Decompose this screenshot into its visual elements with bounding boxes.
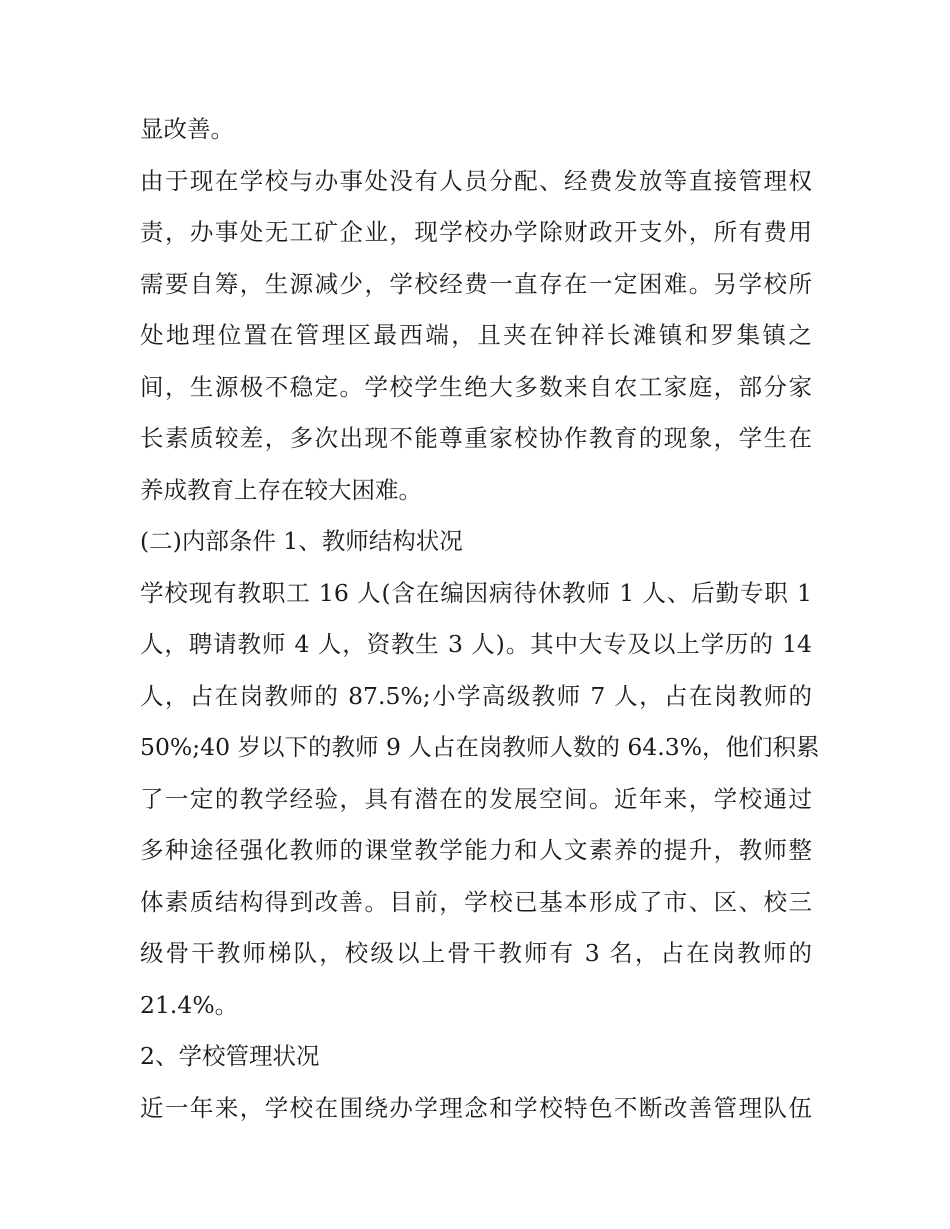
text-line: 责，办事处无工矿企业，现学校办学除财政开支外，所有费用 [140, 218, 812, 246]
text-line: 人，聘请教师 4 人，资教生 3 人)。其中大专及以上学历的 14 [140, 630, 812, 658]
text-line: 级骨干教师梯队，校级以上骨干教师有 3 名，占在岗教师的 [140, 939, 812, 967]
text-line: 处地理位置在管理区最西端，且夹在钟祥长滩镇和罗集镇之 [140, 321, 812, 349]
text-line: 多种途径强化教师的课堂教学能力和人文素养的提升，教师整 [140, 836, 812, 864]
text-line: 体素质结构得到改善。目前，学校已基本形成了市、区、校三 [140, 887, 812, 916]
text-line: 养成教育上存在较大困难。 [140, 475, 422, 504]
text-line: 需要自筹，生源减少，学校经费一直存在一定困难。另学校所 [140, 269, 812, 298]
text-line: 间，生源极不稳定。学校学生绝大多数来自农工家庭，部分家 [140, 372, 812, 401]
text-line: 学校现有教职工 16 人(含在编因病待休教师 1 人、后勤专职 1 [140, 578, 812, 607]
text-line: 近一年来，学校在围绕办学理念和学校特色不断改善管理队伍 [140, 1093, 812, 1122]
text-line: 长素质较差，多次出现不能尊重家校协作教育的现象，学生在 [140, 424, 812, 452]
text-line: (二)内部条件 1、教师结构状况 [140, 527, 463, 555]
text-line: 了一定的教学经验，具有潜在的发展空间。近年来，学校通过 [140, 784, 812, 813]
text-line: 21.4%。 [140, 990, 239, 1019]
text-line: 由于现在学校与办事处没有人员分配、经费发放等直接管理权 [140, 166, 812, 195]
body-text [140, 104, 820, 1134]
text-line: 人，占在岗教师的 87.5%;小学高级教师 7 人，占在岗教师的 [140, 681, 812, 710]
text-line: 显改善。 [140, 115, 234, 143]
text-line: 50%;40 岁以下的教师 9 人占在岗教师人数的 64.3%，他们积累 [140, 733, 820, 761]
text-line: 2、学校管理状况 [140, 1042, 320, 1070]
